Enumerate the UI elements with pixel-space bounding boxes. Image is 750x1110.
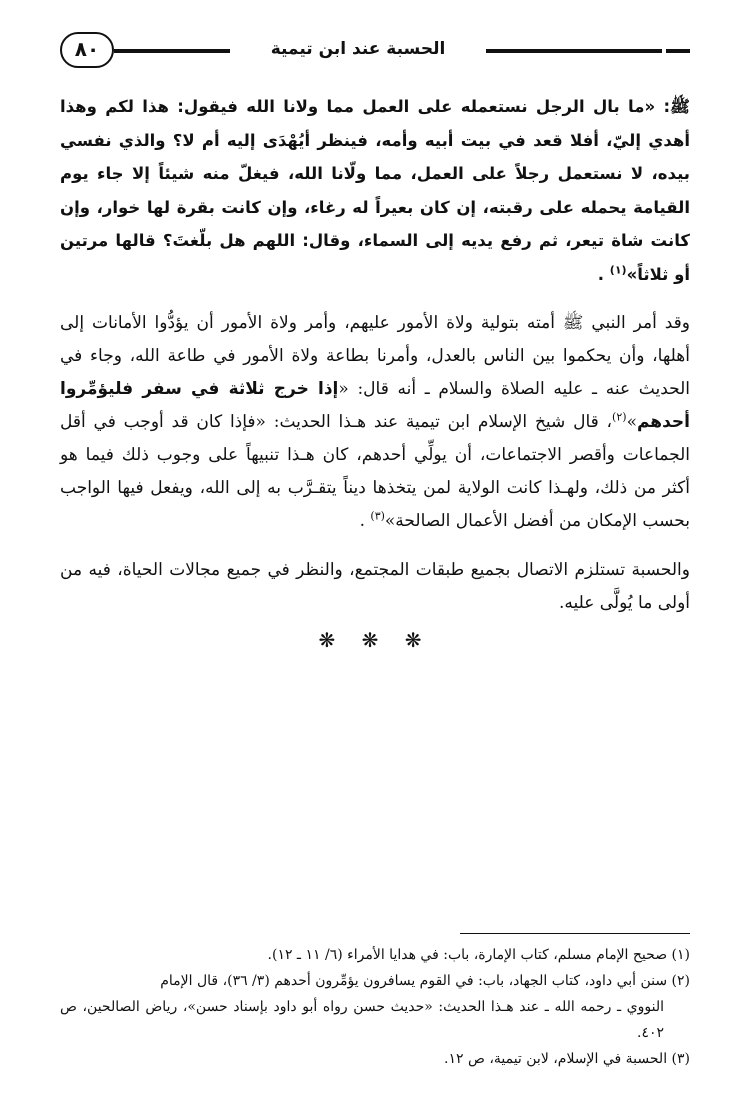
paragraph-1-text-b: »: [626, 412, 637, 432]
footnote-ref-2: (٢): [612, 410, 627, 424]
header-rule-left: [114, 49, 230, 53]
hadith-quote: ﷺ: «ما بال الرجل نستعمله على العمل مما ولانا الله فيقول: هذا لكم وهذا أهدي إليّ، أفلا قعد في بيت أبيه وأمه، فينظر أيُهْدَى إليه أم لا؟ والذي نفسي بيده، لا نستعمل رجلاً على العمل، مما ولّانا الله، فيغلّ منه شيئاً إلا جاء يوم القيامة يحمله على رقبته، إن كان بعيراً له رغاء، وإن كانت بقرة لها خوار، وإن كانت شاة تيعر، ثم رفع يديه إلى السماء، وقال: اللهم هل بلّغتَ؟ قالها مرتين أو ثلاثاً»$^{(١)}$ .: [60, 97, 690, 284]
footnote-3: (٣) الحسبة في الإسلام، لابن تيمية، ص ١٢.: [444, 1051, 690, 1067]
header-rule-right: [486, 49, 662, 53]
running-title: الحسبة عند ابن تيمية: [270, 39, 446, 59]
footnote-1: (١) صحيح الإمام مسلم، كتاب الإمارة، باب: في هدايا الأمراء (٦/ ١١ ـ ١٢).: [267, 947, 690, 963]
header-rule-cap: [666, 49, 690, 53]
page-number: ٨٠: [60, 32, 114, 68]
paragraph-2: والحسبة تستلزم الاتصال بجميع طبقات المجتمع، والنظر في جميع مجالات الحياة، فيه من أولى ما يُولَّى عليه.: [60, 560, 690, 613]
main-text: [60, 90, 690, 652]
quote-text: ﷺ: «ما بال الرجل نستعمله على العمل مما ولانا الله فيقول: هذا لكم وهذا أهدي إليّ، أفلا قعد في بيت أبيه وأمه، فينظر أيُهْدَى إليه أم لا؟ والذي نفسي بيده، لا نستعمل رجلاً على العمل، مما ولّانا الله، فيغلّ منه شيئاً إلا جاء يوم القيامة يحمله على رقبته، إن كان بعيراً له رغاء، وإن كانت بقرة لها خوار، وإن كانت شاة تيعر، ثم رفع يديه إلى السماء، وقال: اللهم هل بلّغتَ؟ قالها مرتين أو ثلاثاً»: [60, 97, 690, 284]
section-separator: ❋ ❋ ❋: [318, 628, 432, 652]
paragraph-1-text-a: وقد أمر النبي ﷺ أمته بتولية ولاة الأمور عليهم، وأمر ولاة الأمور أن يؤدُّوا الأمانات إلى أهلها، وأن يحكموا بين الناس بالعدل، وأمرنا بطاعة ولاة الأمور في طاعة الله، وجاء في الحديث عنه ـ عليه الصلاة والسلام ـ أنه قال: «: [60, 313, 690, 399]
footnote-2: (٢) سنن أبي داود، كتاب الجهاد، باب: في القوم يسافرون يؤمِّرون أحدهم (٣/ ٣٦)، قال الإمام: [160, 973, 690, 989]
paragraph-1: وقد أمر النبي ﷺ أمته بتولية ولاة الأمور عليهم، وأمر ولاة الأمور أن يؤدُّوا الأمانات إلى أهلها، وأن يحكموا بين الناس بالعدل، وأمرنا بطاعة ولاة الأمور في طاعة الله، وجاء في الحديث عنه ـ عليه الصلاة والسلام ـ أنه قال: «إذا خرج ثلاثة في سفر فليؤمِّروا أحدهم»$^{(٢)}$، قال شيخ الإسلام ابن تيمية عند هـذا الحديث: «فإذا كان قد أوجب في أقل الجماعات وأقصر الاجتماعات، أن يولِّي أحدهم، كان هـذا تنبيهاً على وجوب ذلك فيما هو أكثر من ذلك، ولهـذا كانت الولاية لمن يتخذها ديناً يتقـرَّب به إلى الله، ويفعل فيها الواجب بحسب الإمكان من أفضل الأعمال الصالحة»$^{(٣)}$ .: [60, 313, 690, 531]
page-header: [60, 30, 690, 72]
footnotes: [60, 942, 690, 1072]
paragraph-1-hadith: إذا خرج ثلاثة في سفر فليؤمِّروا أحدهم: [60, 379, 690, 432]
footnote-rule: [460, 933, 690, 934]
footnote-2-continued: النووي ـ رحمه الله ـ عند هـذا الحديث: «حديث حسن رواه أبو داود بإسناد حسن»، رياض الصالحين، ص ٤٠٢.: [60, 999, 664, 1041]
footnote-ref-3: (٣): [370, 509, 385, 523]
paragraph-1-text-c: ، قال شيخ الإسلام ابن تيمية عند هـذا الحديث: «فإذا كان قد أوجب في أقل الجماعات وأقصر الاجتماعات، أن يولِّي أحدهم، كان هـذا تنبيهاً على وجوب ذلك فيما هو أكثر من ذلك، ولهـذا كانت الولاية لمن يتخذها ديناً يتقـرَّب به إلى الله، ويفعل فيها الواجب بحسب الإمكان من أفضل الأعمال الصالحة»: [60, 412, 690, 531]
footnote-ref-1: (١): [609, 263, 627, 276]
